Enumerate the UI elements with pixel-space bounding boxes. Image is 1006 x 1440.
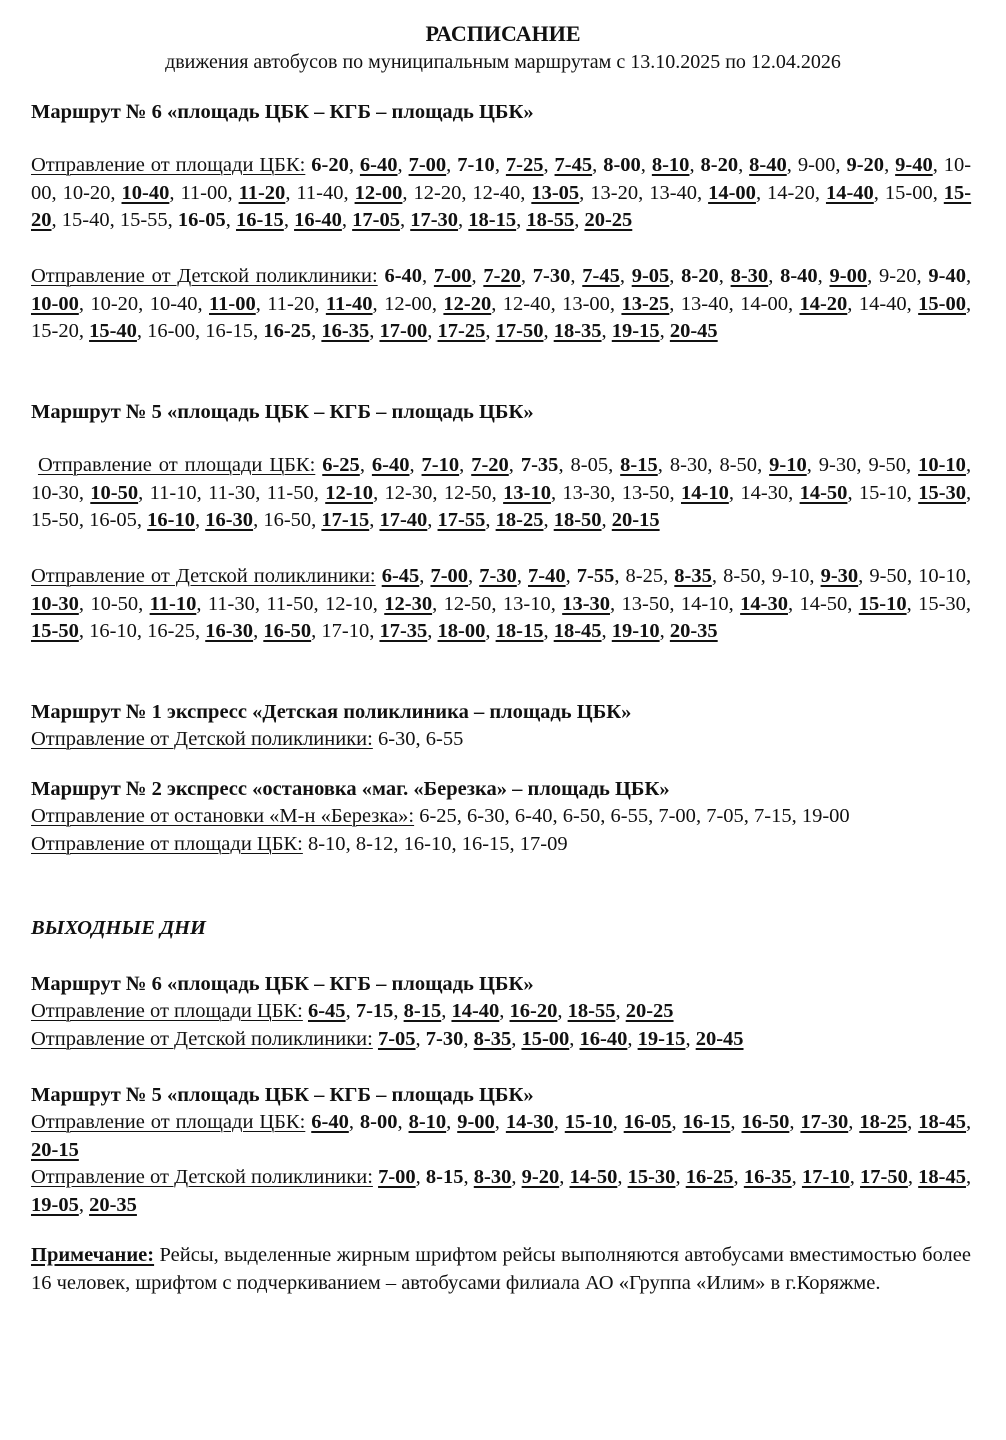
departure-time: 7-00 [408,154,447,176]
departure-time: 9-20 [521,1166,560,1189]
departure-time: 10-10 [918,454,966,476]
departure-time: 9-00 [797,154,836,176]
departure-time: 15-30 [918,592,966,615]
departure-time: 15-10 [858,592,907,615]
departure-time: 10-10 [918,565,966,587]
departure-time: 14-50 [799,592,848,615]
departure-time: 17-35 [379,620,428,643]
departure-time: 7-00 [433,265,472,287]
departure-time: 15-50 [31,509,79,532]
departure-time: 7-05 [377,1027,416,1050]
departure-label: Отправление от Детской поликлиники: [31,1027,373,1050]
departure-time: 16-30 [205,620,254,643]
departure-time: 6-30 [377,728,416,750]
departure-time: 16-10 [89,620,137,643]
departure-time: 17-25 [437,320,486,343]
departure-time: 16-50 [263,620,312,643]
departure-label: Отправление от остановки «М-н «Березка»: [31,805,415,827]
departure-time: 10-40 [121,181,170,204]
departure-time: 14-10 [680,592,729,615]
departure-time: 13-00 [562,292,610,315]
departure-time: 9-05 [631,265,670,287]
departure-time: 11-10 [149,592,197,615]
departure-time: 14-50 [569,1166,618,1189]
departure-time: 18-15 [468,209,517,232]
departure-time: 6-45 [381,565,420,587]
departure-time: 9-10 [769,454,807,476]
departure-time: 17-50 [860,1166,908,1189]
departure-time: 11-40 [296,181,344,204]
departure-time: 19-15 [611,320,660,343]
departure-time: 20-25 [625,1000,674,1022]
departure-time: 20-25 [584,209,633,232]
departure-time: 17-55 [437,509,486,532]
departure-time: 9-40 [895,154,933,176]
departure-time: 14-00 [708,181,756,204]
departure-time: 8-15 [620,454,658,476]
departure-time: 11-20 [267,292,315,315]
departure-time: 10-00 [31,154,972,204]
departure-time: 16-25 [147,620,195,643]
departure-time: 11-50 [266,481,314,504]
route-6-section [31,98,971,126]
departure-time: 16-25 [263,320,312,343]
departure-time: 10-40 [149,292,198,315]
departure-time: 16-35 [743,1166,792,1189]
departure-time: 14-20 [767,181,815,204]
departure-time: 16-15 [235,209,284,232]
departure-paragraph: Отправление от площади ЦБК: 6-20, 6-40, 7-00, 7-10, 7-25, 7-45, 8-00, 8-10, 8-20, 8-40, 9-00, 9-20, 9-40, 10-00, 10-20, 10-40, 11-00, 11-20, 11-40, 12-00, 12-20, 12-40, 13-05, 13-20, 13-40, 14-00, 14-20, 14-40, 15-00, 15-20, 15-40, 15-55, 16-05, 16-15, 16-40, 17-05, 17-30, 18-15, 18-55, 20-25 [31,154,972,232]
departure-label: Отправление от площади ЦБК: [37,454,316,476]
departure-time: 16-00 [147,320,195,343]
departure-time: 7-35 [520,454,559,476]
departure-time: 15-30 [918,481,967,504]
note-paragraph [31,1242,971,1297]
departure-time: 16-40 [579,1027,628,1050]
departure-time: 16-40 [294,209,342,232]
departure-time: 8-15 [425,1166,464,1189]
departure-time: 8-20 [681,265,719,287]
departure-time: 9-20 [878,265,917,287]
departure-time: 14-50 [799,481,848,504]
departure-time: 7-15 [355,1000,394,1022]
departure-time: 16-05 [623,1111,672,1133]
departure-time: 15-00 [918,292,966,315]
departure-time: 16-15 [205,320,254,343]
departure-time: 9-00 [457,1111,495,1133]
departure-time: 11-30 [208,481,256,504]
departure-time: 12-50 [443,592,492,615]
departure-time: 17-40 [379,509,428,532]
departure-time: 15-40 [61,209,110,232]
departure-time: 18-35 [553,320,602,343]
departure-time: 7-30 [425,1027,464,1050]
departure-time: 14-30 [740,481,789,504]
departure-time: 10-00 [31,292,79,315]
departure-time: 12-40 [472,181,521,204]
departure-time: 8-12 [355,832,394,855]
departure-time: 6-55 [610,805,649,827]
departure-paragraph: Отправление от площади ЦБК: 8-10, 8-12, 16-10, 16-15, 17-09 [31,832,568,855]
departure-time: 8-00 [603,154,641,176]
page-title: РАСПИСАНИЕ [425,21,581,46]
departure-label: Отправление от площади ЦБК: [31,1000,303,1022]
departure-time: 16-30 [205,509,254,532]
departure-time: 11-40 [325,292,373,315]
departure-time: 18-00 [437,620,486,643]
weekend-route-5-section [31,1081,971,1220]
departure-time: 7-10 [457,154,495,176]
departure-time: 8-20 [700,154,739,176]
departure-time: 17-05 [352,209,400,232]
departure-time: 12-30 [384,592,433,615]
departure-time: 10-50 [90,592,139,615]
departure-time: 6-25 [419,805,457,827]
departure-paragraph: Отправление от площади ЦБК: 6-45, 7-15, 8-15, 14-40, 16-20, 18-55, 20-25 [31,1000,674,1022]
departure-time: 9-30 [818,454,857,476]
departure-time: 7-15 [754,805,792,827]
departure-time: 8-15 [403,1000,442,1022]
route-heading: Маршрут № 6 «площадь ЦБК – КГБ – площадь ЦБК» [31,973,534,995]
departure-time: 14-00 [740,292,788,315]
departure-time: 15-20 [31,320,79,343]
departure-time: 15-30 [627,1166,676,1189]
route-6-departures-cbk [31,152,971,235]
departure-time: 6-55 [425,728,464,750]
weekend-section [31,914,971,942]
departure-label: Отправление от площади ЦБК: [31,1111,306,1133]
departure-time: 6-30 [467,805,505,827]
departure-paragraph: Отправление от площади ЦБК: 6-25, 6-40, 7-10, 7-20, 7-35, 8-05, 8-15, 8-30, 8-50, 9-10, 9-30, 9-50, 10-10, 10-30, 10-50, 11-10, 11-30, 11-50, 12-10, 12-30, 12-50, 13-10, 13-30, 13-50, 14-10, 14-30, 14-50, 15-10, 15-30, 15-50, 16-05, 16-10, 16-30, 16-50, 17-15, 17-40, 17-55, 18-25, 18-50, 20-15 [31,454,972,532]
departure-time: 15-50 [31,620,79,643]
departure-time: 14-30 [505,1111,554,1133]
departure-time: 18-45 [553,620,602,643]
departure-time: 16-50 [263,509,312,532]
departure-time: 19-15 [637,1027,686,1050]
note-section [31,1242,971,1297]
departure-time: 7-40 [528,565,566,587]
departure-time: 14-40 [858,292,907,315]
departure-time: 12-40 [502,292,551,315]
departure-time: 7-20 [471,454,509,476]
departure-time: 13-40 [649,181,698,204]
departure-time: 16-10 [147,509,195,532]
departure-time: 8-50 [723,565,761,587]
route-heading: Маршрут № 5 «площадь ЦБК – КГБ – площадь ЦБК» [31,1084,534,1106]
departure-time: 18-45 [918,1111,967,1133]
departure-time: 13-25 [621,292,670,315]
departure-time: 12-20 [413,181,462,204]
page-subtitle: движения автобусов по муниципальным маршрутам с 13.10.2025 по 12.04.2026 [165,51,841,73]
departure-time: 7-45 [554,154,593,176]
departure-time: 10-20 [62,181,111,204]
departure-label: Отправление от Детской поликлиники: [31,265,378,287]
departure-time: 20-35 [89,1194,137,1217]
departure-time: 8-25 [625,565,664,587]
departure-time: 7-45 [582,265,620,287]
note-text: Рейсы, выделенные жирным шрифтом рейсы выполняются автобусами вместимостью более 16 человек, шрифтом с подчеркиванием – автобусами филиала АО «Группа «Илим» в г.Коряжме. [31,1244,971,1294]
departure-time: 6-45 [307,1000,346,1022]
departure-time: 9-20 [846,154,885,176]
departure-paragraph: Отправление от Детской поликлиники: 6-40, 7-00, 7-20, 7-30, 7-45, 9-05, 8-20, 8-30, 8-40, 9-00, 9-20, 9-40, 10-00, 10-20, 10-40, 11-00, 11-20, 11-40, 12-00, 12-20, 12-40, 13-00, 13-25, 13-40, 14-00, 14-20, 14-40, 15-00, 15-20, 15-40, 16-00, 16-15, 16-25, 16-35, 17-00, 17-25, 17-50, 18-35, 19-15, 20-45 [31,265,972,343]
departure-time: 6-40 [371,454,410,476]
departure-time: 20-15 [31,1138,79,1161]
weekend-title: ВЫХОДНЫЕ ДНИ [31,917,206,939]
route-6-departures-clinic [31,263,971,346]
departure-time: 15-40 [89,320,137,343]
departure-time: 11-30 [207,592,255,615]
departure-time: 20-35 [669,620,718,643]
departure-time: 18-25 [859,1111,908,1133]
departure-label: Отправление от Детской поликлиники: [31,728,373,750]
departure-time: 10-30 [31,481,79,504]
departure-time: 17-00 [379,320,428,343]
departure-time: 20-15 [611,509,660,532]
departure-time: 7-30 [479,565,517,587]
departure-time: 20-45 [669,320,718,343]
departure-time: 9-40 [928,265,966,287]
departure-time: 8-10 [307,832,346,855]
route-heading: Маршрут № 1 экспресс «Детская поликлиника – площадь ЦБК» [31,701,632,723]
departure-time: 7-30 [532,265,571,287]
departure-time: 16-25 [685,1166,734,1189]
departure-time: 7-25 [505,154,544,176]
departure-time: 6-40 [384,265,423,287]
departure-time: 7-00 [430,565,469,587]
departure-time: 15-10 [858,481,907,504]
departure-paragraph: Отправление от Детской поликлиники: 7-05, 7-30, 8-35, 15-00, 16-40, 19-15, 20-45 [31,1027,744,1050]
departure-time: 16-20 [509,1000,558,1022]
departure-time: 7-00 [378,1166,416,1189]
departure-time: 19-05 [31,1194,79,1217]
departure-time: 8-30 [669,454,708,476]
departure-time: 16-15 [461,832,510,855]
departure-time: 8-40 [749,154,787,176]
departure-time: 8-40 [780,265,818,287]
departure-time: 14-10 [681,481,729,504]
departure-time: 17-10 [801,1166,850,1189]
departure-time: 11-50 [266,592,314,615]
departure-time: 17-10 [321,620,370,643]
departure-time: 9-10 [771,565,810,587]
departure-paragraph: Отправление от Детской поликлиники: 6-30, 6-55 [31,728,464,750]
departure-time: 11-10 [149,481,197,504]
route-5-departures-clinic [31,563,971,646]
route-5-departures-cbk [31,452,971,535]
departure-time: 14-20 [799,292,848,315]
departure-time: 15-20 [31,181,972,232]
departure-time: 18-45 [918,1166,966,1189]
departure-time: 11-00 [180,181,228,204]
departure-time: 15-10 [564,1111,613,1133]
departure-time: 7-20 [483,265,521,287]
departure-time: 15-55 [119,209,168,232]
departure-label: Отправление от Детской поликлиники: [31,565,376,587]
departure-time: 17-15 [321,509,370,532]
departure-time: 12-10 [325,481,374,504]
departure-time: 17-30 [800,1111,849,1133]
departure-time: 18-15 [495,620,544,643]
departure-time: 12-30 [384,481,433,504]
departure-paragraph: Отправление от площади ЦБК: 6-40, 8-00, 8-10, 9-00, 14-30, 15-10, 16-05, 16-15, 16-50, 17-30, 18-25, 18-45, 20-15 [31,1111,972,1161]
departure-time: 13-50 [621,481,670,504]
departure-time: 12-10 [324,592,373,615]
departure-time: 13-30 [562,592,611,615]
route-heading: Маршрут № 6 «площадь ЦБК – КГБ – площадь ЦБК» [31,101,534,123]
departure-paragraph: Отправление от Детской поликлиники: 6-45, 7-00, 7-30, 7-40, 7-55, 8-25, 8-35, 8-50, 9-10, 9-30, 9-50, 10-10, 10-30, 10-50, 11-10, 11-30, 11-50, 12-10, 12-30, 12-50, 13-10, 13-30, 13-50, 14-10, 14-30, 14-50, 15-10, 15-30, 15-50, 16-10, 16-25, 16-30, 16-50, 17-10, 17-35, 18-00, 18-15, 18-45, 19-10, 20-35 [31,565,972,643]
departure-time: 18-55 [526,209,575,232]
departure-label: Отправление от Детской поликлиники: [31,1166,373,1189]
departure-time: 6-40 [311,1111,349,1133]
departure-time: 7-00 [658,805,696,827]
departure-time: 8-00 [359,1111,398,1133]
departure-time: 8-50 [719,454,758,476]
departure-label: Отправление от площади ЦБК: [31,154,306,176]
departure-time: 14-30 [740,592,788,615]
departure-time: 6-25 [322,454,360,476]
departure-time: 18-25 [495,509,544,532]
departure-time: 11-00 [209,292,256,315]
departure-time: 8-10 [408,1111,447,1133]
departure-time: 10-50 [90,481,139,504]
departure-time: 9-50 [868,454,907,476]
departure-time: 9-00 [829,265,868,287]
departure-time: 17-50 [495,320,544,343]
departure-time: 13-05 [531,181,580,204]
departure-time: 15-00 [884,181,933,204]
departure-time: 20-45 [695,1027,744,1050]
departure-paragraph: Отправление от остановки «М-н «Березка»: 6-25, 6-30, 6-40, 6-50, 6-55, 7-00, 7-05, 7-15, 19-00 [31,805,850,827]
departure-time: 13-50 [621,592,670,615]
departure-time: 8-30 [730,265,769,287]
departure-time: 8-05 [570,454,609,476]
departure-time: 11-20 [238,181,286,204]
departure-time: 12-20 [443,292,492,315]
departure-time: 17-09 [519,832,568,855]
departure-time: 10-30 [31,592,79,615]
departure-time: 9-50 [869,565,907,587]
departure-time: 9-30 [820,565,859,587]
route-heading: Маршрут № 5 «площадь ЦБК – КГБ – площадь ЦБК» [31,401,534,423]
departure-time: 16-05 [89,509,137,532]
departure-paragraph: Отправление от Детской поликлиники: 7-00, 8-15, 8-30, 9-20, 14-50, 15-30, 16-25, 16-35, 17-10, 17-50, 18-45, 19-05, 20-35 [31,1166,972,1217]
departure-time: 8-10 [651,154,690,176]
departure-time: 7-05 [706,805,744,827]
departure-time: 19-00 [801,805,850,827]
route-2-section [31,775,971,858]
departure-time: 6-40 [359,154,398,176]
departure-time: 18-55 [567,1000,616,1022]
departure-time: 15-00 [521,1027,570,1050]
departure-label: Отправление от площади ЦБК: [31,832,303,855]
departure-time: 8-35 [473,1027,512,1050]
departure-time: 7-55 [576,565,615,587]
departure-time: 16-10 [403,832,452,855]
departure-time: 6-40 [514,805,553,827]
departure-time: 17-30 [410,209,459,232]
departure-time: 13-40 [680,292,729,315]
departure-time: 6-20 [311,154,349,176]
departure-time: 18-50 [553,509,602,532]
departure-time: 16-15 [682,1111,731,1133]
departure-time: 14-40 [825,181,874,204]
route-1-section [31,698,971,754]
departure-time: 12-00 [384,292,432,315]
weekend-route-6-section [31,970,971,1053]
departure-time: 19-10 [611,620,660,643]
departure-time: 13-10 [503,481,551,504]
departure-time: 12-50 [443,481,492,504]
departure-time: 8-30 [473,1166,512,1189]
departure-time: 12-00 [354,181,403,204]
departure-time: 14-40 [451,1000,500,1022]
departure-time: 10-20 [90,292,139,315]
note-label: Примечание: [31,1244,155,1266]
departure-time: 16-05 [177,209,226,232]
departure-time: 7-10 [421,454,460,476]
departure-time: 16-50 [741,1111,790,1133]
departure-time: 13-30 [562,481,611,504]
route-5-section [31,398,971,426]
departure-time: 13-10 [502,592,551,615]
departure-time: 16-35 [321,320,370,343]
departure-time: 8-35 [674,565,712,587]
departure-time: 6-50 [562,805,601,827]
departure-time: 13-20 [590,181,639,204]
route-heading: Маршрут № 2 экспресс «остановка «маг. «Березка» – площадь ЦБК» [31,778,670,800]
